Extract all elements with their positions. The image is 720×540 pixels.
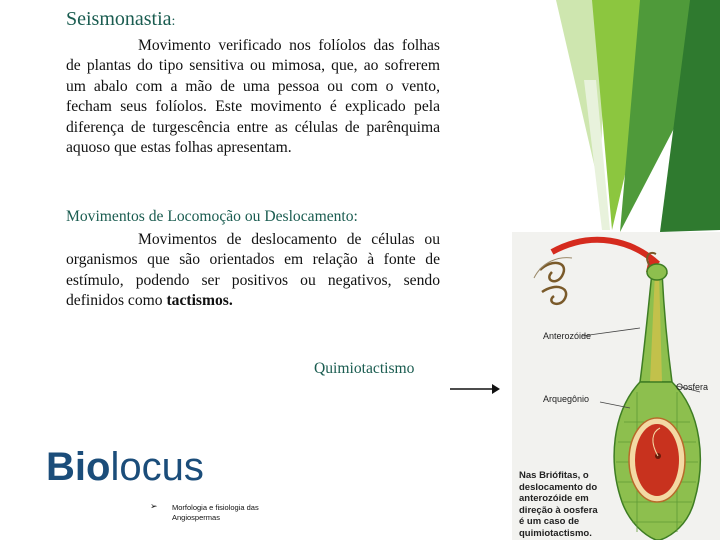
tactismos-term: tactismos (166, 292, 229, 310)
seismonastia-paragraph: Movimento verificado nos folíolos das folhas de plantas do tipo sensitiva ou mimosa, que, ao sofrerem um abalo com a mão de uma pessoa ou com o vento, fecham seus folíolos. Este movimento é explicado pela diferença de turgescência entre as células de parênquima aquoso que estas folhas apresentam. (66, 37, 440, 157)
bullet-arrow-icon: ➢ (150, 502, 158, 512)
tactismos-paragraph: Movimentos de deslocamento de células ou organismos que são orientados em relação à fonte de estímulo, podendo ser positivos ou negativos, sendo definidos como tactismos. (66, 231, 440, 310)
label-anterozoide: Anterozóide (543, 331, 592, 341)
quimiotactismo-label: Quimiotactismo (314, 360, 415, 377)
slide-title: Seismonastia: (66, 8, 176, 30)
subtitle-locomocao: Movimentos de Locomoção ou Deslocamento: (66, 208, 358, 225)
label-oosfera: Oosfera (676, 382, 709, 392)
label-arquegonio: Arquegônio (543, 394, 590, 404)
footer-course-title: Morfologia e fisiologia das Angiospermas (172, 503, 259, 522)
arrow-right-icon (450, 382, 500, 396)
biolocus-logo: Biolocus (46, 445, 204, 489)
figure-caption: Nas Briófitas, o deslocamento do anterozóide em direção à oosfera é um caso de quimiotactismo. (519, 470, 598, 539)
